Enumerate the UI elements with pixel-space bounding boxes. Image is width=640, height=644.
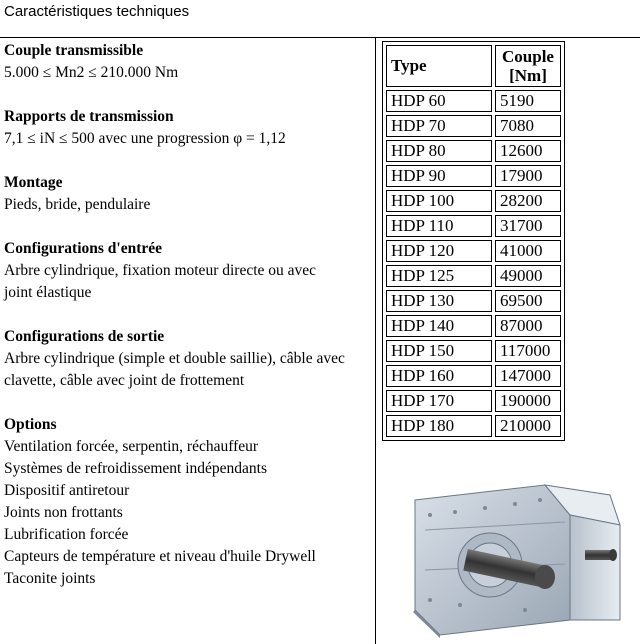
torque-cell: 7080 xyxy=(495,115,561,137)
table-header-row xyxy=(386,45,561,87)
spec-line: Lubrification forcée xyxy=(4,526,129,543)
torque-cell: 87000 xyxy=(495,315,561,337)
spec-heading: Configurations d'entrée xyxy=(4,240,163,257)
table-row xyxy=(386,415,561,437)
torque-cell: 147000 xyxy=(495,365,561,387)
spec-line: Systèmes de refroidissement indépendants xyxy=(4,460,268,477)
model-cell: HDP 170 xyxy=(386,390,492,412)
spec-section xyxy=(4,172,370,216)
spec-section xyxy=(4,238,370,304)
torque-table xyxy=(382,41,565,441)
spec-section xyxy=(4,106,370,150)
column-header-type: Type xyxy=(386,45,492,87)
spec-line: 7,1 ≤ iN ≤ 500 avec une progression φ = 1,12 xyxy=(4,130,286,147)
model-cell: HDP 125 xyxy=(386,265,492,287)
spec-line: Dispositif antiretour xyxy=(4,482,130,499)
model-cell: HDP 160 xyxy=(386,365,492,387)
spec-line: Taconite joints xyxy=(4,570,96,587)
spec-section xyxy=(4,40,370,84)
torque-cell: 31700 xyxy=(495,215,561,237)
model-cell: HDP 80 xyxy=(386,140,492,162)
spec-line: 5.000 ≤ Mn2 ≤ 210.000 Nm xyxy=(4,64,179,81)
spec-line: Pieds, bride, pendulaire xyxy=(4,196,151,213)
model-cell: HDP 100 xyxy=(386,190,492,212)
spec-section xyxy=(4,414,370,590)
model-cell: HDP 130 xyxy=(386,290,492,312)
table-row xyxy=(386,340,561,362)
table-row xyxy=(386,215,561,237)
table-row xyxy=(386,140,561,162)
model-cell: HDP 140 xyxy=(386,315,492,337)
header-bar xyxy=(0,0,640,38)
torque-cell: 210000 xyxy=(495,415,561,437)
model-cell: HDP 60 xyxy=(386,90,492,112)
model-cell: HDP 110 xyxy=(386,215,492,237)
table-row xyxy=(386,315,561,337)
model-cell: HDP 180 xyxy=(386,415,492,437)
specs-list xyxy=(4,40,370,612)
page-title: Caractéristiques techniques xyxy=(4,3,190,20)
column-divider xyxy=(375,38,376,644)
torque-cell: 12600 xyxy=(495,140,561,162)
spec-line: Arbre cylindrique (simple et double saillie), câble avec xyxy=(4,350,345,367)
torque-cell: 69500 xyxy=(495,290,561,312)
spec-heading: Options xyxy=(4,416,57,433)
model-cell: HDP 150 xyxy=(386,340,492,362)
spec-line: Joints non frottants xyxy=(4,504,123,521)
table-row xyxy=(386,240,561,262)
table-row xyxy=(386,365,561,387)
table-row xyxy=(386,390,561,412)
couple-unit: [Nm] xyxy=(509,66,547,85)
torque-cell: 117000 xyxy=(495,340,561,362)
torque-cell: 17900 xyxy=(495,165,561,187)
gearbox-icon xyxy=(395,470,635,640)
spec-line: Arbre cylindrique, fixation moteur directe ou avec xyxy=(4,262,317,279)
model-cell: HDP 120 xyxy=(386,240,492,262)
spec-line: Capteurs de température et niveau d'huile Drywell xyxy=(4,548,316,565)
spec-line: clavette, câble avec joint de frottement xyxy=(4,372,245,389)
table-row xyxy=(386,265,561,287)
spec-heading: Rapports de transmission xyxy=(4,108,174,125)
spec-line: Ventilation forcée, serpentin, réchauffeur xyxy=(4,438,259,455)
torque-cell: 28200 xyxy=(495,190,561,212)
torque-cell: 41000 xyxy=(495,240,561,262)
spec-section xyxy=(4,326,370,392)
torque-cell: 49000 xyxy=(495,265,561,287)
table-row xyxy=(386,165,561,187)
table-row xyxy=(386,290,561,312)
torque-cell: 5190 xyxy=(495,90,561,112)
table-row xyxy=(386,90,561,112)
spec-heading: Montage xyxy=(4,174,63,191)
spec-heading: Couple transmissible xyxy=(4,42,144,59)
column-header-couple xyxy=(495,45,561,87)
spec-heading: Configurations de sortie xyxy=(4,328,165,345)
table-row xyxy=(386,190,561,212)
spec-line: joint élastique xyxy=(4,284,92,301)
couple-label: Couple xyxy=(502,47,554,66)
model-cell: HDP 90 xyxy=(386,165,492,187)
torque-cell: 190000 xyxy=(495,390,561,412)
table-row xyxy=(386,115,561,137)
model-cell: HDP 70 xyxy=(386,115,492,137)
